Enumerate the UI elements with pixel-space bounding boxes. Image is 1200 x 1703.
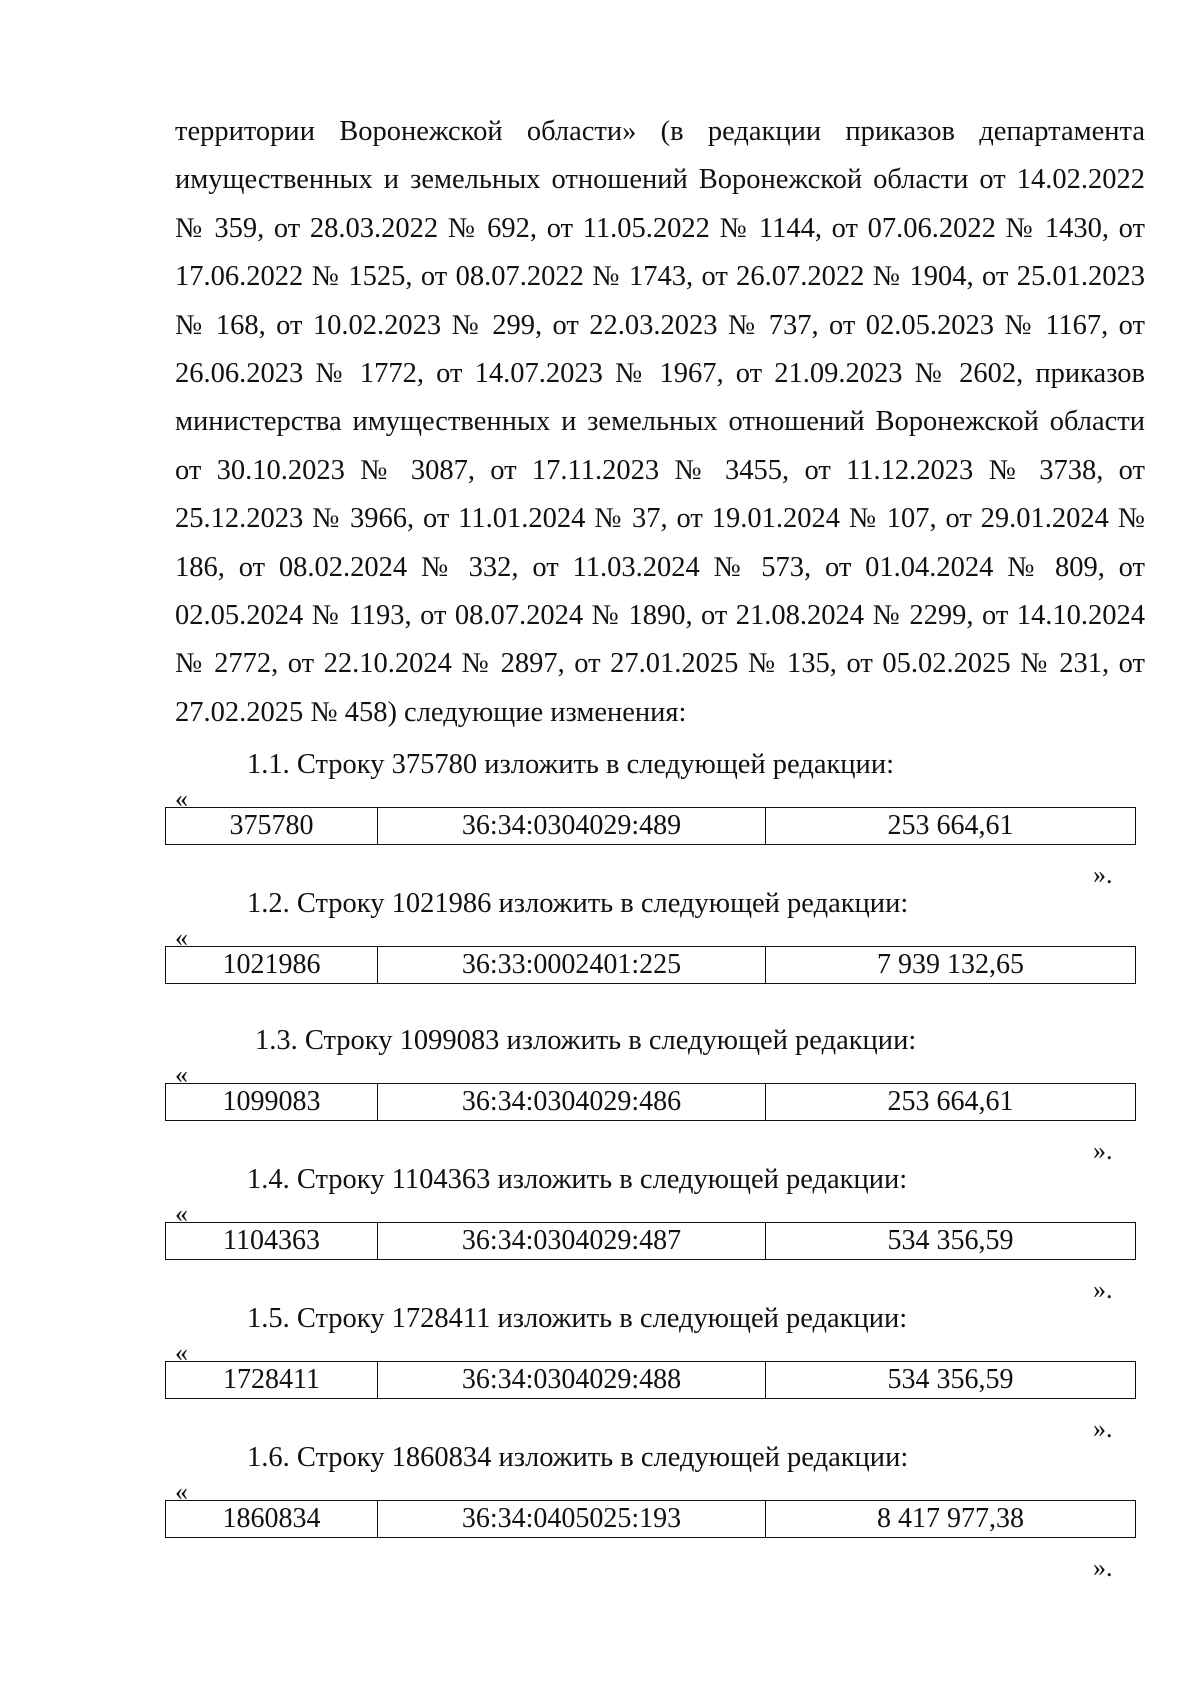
open-quote: « <box>175 1199 188 1228</box>
row-number-cell: 375780 <box>166 808 378 845</box>
cadastral-number-cell: 36:34:0304029:489 <box>378 808 766 845</box>
table-row <box>166 1362 1136 1399</box>
cadastral-number-cell: 36:34:0304029:486 <box>378 1084 766 1121</box>
table-row <box>166 947 1136 984</box>
value-cell: 7 939 132,65 <box>766 947 1136 984</box>
cadastral-number-cell: 36:34:0405025:193 <box>378 1501 766 1538</box>
row-number-cell: 1104363 <box>166 1223 378 1260</box>
cadastral-number-cell: 36:34:0304029:488 <box>378 1362 766 1399</box>
close-quote: ». <box>1093 1275 1113 1304</box>
close-quote: ». <box>1093 1414 1113 1443</box>
table-row <box>166 808 1136 845</box>
row-table <box>165 807 1136 845</box>
item-heading: 1.1. Строку 375780 изложить в следующей редакции: <box>247 749 894 780</box>
close-quote: ». <box>1093 1553 1113 1582</box>
value-cell: 253 664,61 <box>766 1084 1136 1121</box>
row-number-cell: 1860834 <box>166 1501 378 1538</box>
open-quote: « <box>175 1477 188 1506</box>
value-cell: 8 417 977,38 <box>766 1501 1136 1538</box>
row-number-cell: 1021986 <box>166 947 378 984</box>
close-quote: ». <box>1093 1136 1113 1165</box>
row-number-cell: 1099083 <box>166 1084 378 1121</box>
cadastral-number-cell: 36:33:0002401:225 <box>378 947 766 984</box>
open-quote: « <box>175 1338 188 1367</box>
open-quote: « <box>175 784 188 813</box>
row-table <box>165 946 1136 984</box>
row-table <box>165 1222 1136 1260</box>
item-heading: 1.5. Строку 1728411 изложить в следующей редакции: <box>247 1303 908 1334</box>
item-heading: 1.4. Строку 1104363 изложить в следующей редакции: <box>247 1164 908 1195</box>
cadastral-number-cell: 36:34:0304029:487 <box>378 1223 766 1260</box>
row-table <box>165 1361 1136 1399</box>
open-quote: « <box>175 1060 188 1089</box>
value-cell: 534 356,59 <box>766 1362 1136 1399</box>
table-row <box>166 1084 1136 1121</box>
table-row <box>166 1501 1136 1538</box>
item-heading: 1.2. Строку 1021986 изложить в следующей редакции: <box>247 888 909 919</box>
close-quote: ». <box>1093 860 1113 889</box>
row-table <box>165 1500 1136 1538</box>
row-table <box>165 1083 1136 1121</box>
open-quote: « <box>175 923 188 952</box>
table-row <box>166 1223 1136 1260</box>
value-cell: 534 356,59 <box>766 1223 1136 1260</box>
item-heading: 1.6. Строку 1860834 изложить в следующей редакции: <box>247 1442 909 1473</box>
body-paragraph: территории Воронежской области» (в редакции приказов департамента имущественных и земельных отношений Воронежской области от 14.02.2022 № 359, от 28.03.2022 № 692, от 11.05.2022 № 1144, от 07.06.2022 № 1430, от 17.06.2022 № 1525, от 08.07.2022 № 1743, от 26.07.2022 № 1904, от 25.01.2023 № 168, от 10.02.2023 № 299, от 22.03.2023 № 737, от 02.05.2023 № 1167, от 26.06.2023 № 1772, от 14.07.2023 № 1967, от 21.09.2023 № 2602, приказов министерства имущественных и земельных отношений Воронежской области от 30.10.2023 № 3087, от 17.11.2023 № 3455, от 11.12.2023 № 3738, от 25.12.2023 № 3966, от 11.01.2024 № 37, от 19.01.2024 № 107, от 29.01.2024 № 186, от 08.02.2024 № 332, от 11.03.2024 № 573, от 01.04.2024 № 809, от 02.05.2024 № 1193, от 08.07.2024 № 1890, от 21.08.2024 № 2299, от 14.10.2024 № 2772, от 22.10.2024 № 2897, от 27.01.2025 № 135, от 05.02.2025 № 231, от 27.02.2025 № 458) следующие изменения: <box>175 116 1145 728</box>
value-cell: 253 664,61 <box>766 808 1136 845</box>
row-number-cell: 1728411 <box>166 1362 378 1399</box>
item-heading: 1.3. Строку 1099083 изложить в следующей редакции: <box>255 1025 917 1056</box>
